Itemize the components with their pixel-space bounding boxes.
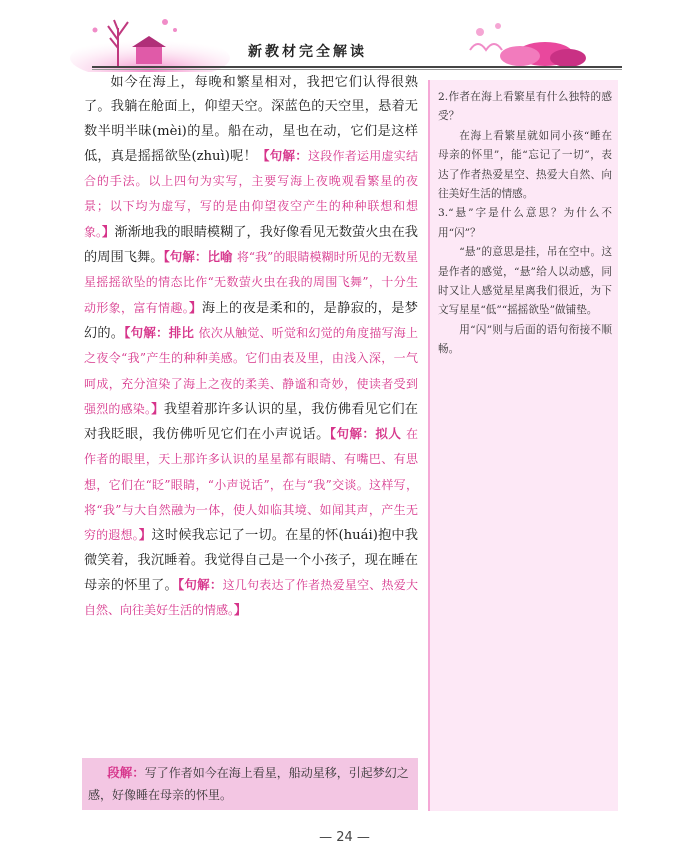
header-decoration-icon xyxy=(0,0,689,72)
book-title: 新教材完全解读 xyxy=(248,44,367,60)
annotation-text: 这几句表达了作者热爱星空、热爱大自然、向往美好生活的情感。 xyxy=(84,577,418,618)
side-qa-column xyxy=(428,80,618,811)
paragraph xyxy=(84,71,418,624)
summary-text: 写了作者如今在海上看星，船动星移，引起梦幻之感，好像睡在母亲的怀里。 xyxy=(88,766,409,802)
text-segment: 这时候我忘记了一切。在星的怀(huái)抱中我微笑着，我沉睡着。我觉得自己是一个小孩子，现在睡在母亲的怀里了。 xyxy=(84,528,418,593)
question: 2.作者在海上看繁星有什么独特的感受？ xyxy=(438,91,612,123)
paragraph-summary-box xyxy=(82,758,418,810)
question: 3.“悬”字是什么意思？为什么不用“闪”？ xyxy=(438,207,612,239)
text-segment: 如今在海上，每晚和繁星相对，我把它们认得很熟了。我躺在舱面上，仰望天空。深蓝色的天空里，悬着无数半明半昧(mèi)的星。船在动，星也在动，它们是这样低，真是摇摇欲坠(zhuì)呢！ xyxy=(84,75,418,164)
annotation-tag: 【句解： xyxy=(177,576,223,592)
annotation-end: 】 xyxy=(151,400,164,416)
main-text-column xyxy=(84,71,418,624)
answer: 在海上看繁星就如同小孩“睡在母亲的怀里”，能“忘记了一切”，表达了作者热爱星空、热爱大自然、向往美好生活的情感。 xyxy=(438,129,612,201)
annotation-tag: 【句解：排比 xyxy=(124,324,195,340)
answer: “悬”的意思是挂，吊在空中。这是作者的感觉，“悬”给人以动感，同时又让人感觉星星离我们很近，为下文写星星“低”“摇摇欲坠”做铺垫。 xyxy=(438,246,612,317)
page-number: — 24 — xyxy=(319,830,370,845)
summary-tag: 段解： xyxy=(107,765,145,780)
header-rule xyxy=(92,66,622,68)
text-segment: 海上的夜是柔和的，是静寂的，是梦幻的。 xyxy=(84,300,418,341)
annotation-text: 这段作者运用虚实结合的手法。以上四句为实写，主要写海上夜晚观看繁星的夜景；以下均为虚写，写的是由仰望夜空产生的种种联想和想象。 xyxy=(84,148,418,239)
text-segment: 我望着那许多认识的星，我仿佛看见它们在对我眨眼，我仿佛听见它们在小声说话。 xyxy=(84,401,418,443)
annotation-end: 】 xyxy=(102,223,115,239)
answer: 用“闪”则与后面的语句衔接不顺畅。 xyxy=(438,323,612,356)
annotation-text: 依次从触觉、听觉和幻觉的角度描写海上之夜令“我”产生的种种美感。它们由表及里，由浅入深，一气呵成，充分渲染了海上之夜的柔美、静谧和奇妙，使读者受到强烈的感染。 xyxy=(84,325,418,416)
annotation-end: 】 xyxy=(189,299,202,315)
annotation-text: 将“我”的眼睛模糊时所见的无数星星摇摇欲坠的情态比作“无数萤火虫在我的周围飞舞”，十分生动形象，富有情趣。 xyxy=(84,250,418,315)
annotation-tag: 【句解：比喻 xyxy=(163,249,233,265)
text-segment: 渐渐地我的眼睛模糊了，我好像看见无数萤火虫在我的周围飞舞。 xyxy=(84,224,418,266)
annotation-tag: 【句解：拟人 xyxy=(329,426,402,442)
annotation-tag: 【句解： xyxy=(257,147,308,163)
annotation-end: 】 xyxy=(138,527,152,543)
annotation-text: 在作者的眼里，天上那许多认识的星星都有眼睛、有嘴巴、有思想，它们在“眨”眼睛，“小声说话”，在与“我”交谈。这样写，将“我”与大自然融为一体，使人如临其境、如闻其声，产生无穷的遐想。 xyxy=(84,427,418,543)
header-rule-thin xyxy=(92,69,622,70)
page-header xyxy=(0,0,689,72)
annotation-end: 】 xyxy=(234,602,247,618)
